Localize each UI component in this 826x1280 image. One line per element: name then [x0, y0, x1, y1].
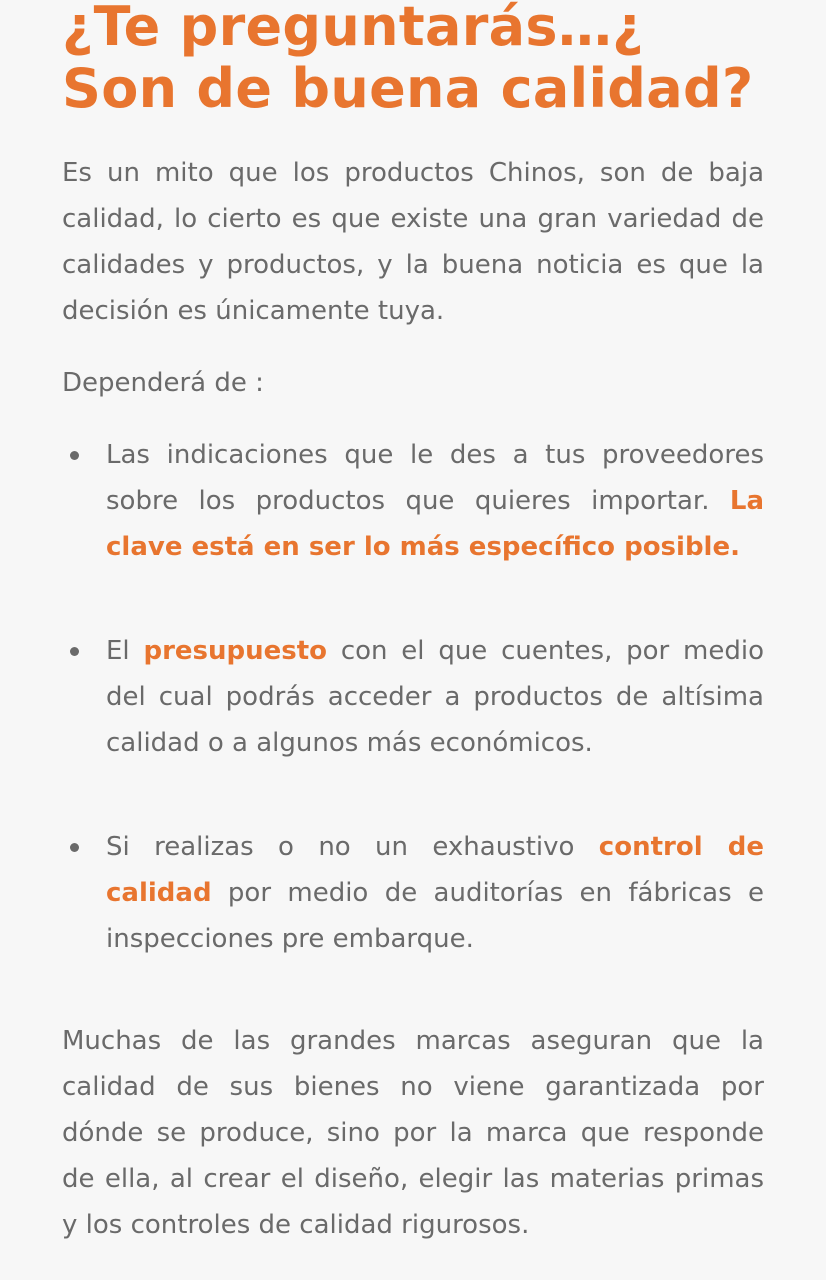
bullet-dot-icon — [70, 843, 79, 852]
list-item — [62, 628, 764, 766]
list-item-highlight: La clave está en ser lo más específico posible. — [106, 486, 764, 562]
list-item-highlight: control de calidad — [106, 832, 764, 908]
list-item-text-after: por medio de auditorías en fábricas e inspecciones pre embarque. — [106, 878, 764, 954]
list-item-text: El — [106, 636, 144, 666]
list-item-text: Las indicaciones que le des a tus proveedores sobre los productos que quieres importar. — [106, 440, 764, 516]
closing-paragraph: Muchas de las grandes marcas aseguran que la calidad de sus bienes no viene garantizada por dónde se produce, sino por la marca que responde de ella, al crear el diseño, elegir las materias primas y los controles de calidad rigurosos. — [62, 1026, 764, 1240]
list-item — [62, 824, 764, 962]
bullet-dot-icon — [70, 451, 79, 460]
list-item-text: Si realizas o no un exhaustivo — [106, 832, 599, 862]
list-item-text-after: con el que cuentes, por medio del cual podrás acceder a productos de altísima calidad o a algunos más económicos. — [106, 636, 764, 758]
factors-list — [62, 432, 764, 962]
bullet-dot-icon — [70, 647, 79, 656]
article-heading: ¿Te preguntarás…¿ Son de buena calidad? — [62, 0, 754, 120]
intro-paragraph: Es un mito que los productos Chinos, son de baja calidad, lo cierto es que existe una gran variedad de calidades y productos, y la buena noticia es que la decisión es únicamente tuya. — [62, 158, 764, 326]
depends-label: Dependerá de : — [62, 368, 264, 398]
list-item-highlight: presupuesto — [143, 636, 328, 666]
list-item — [62, 432, 764, 570]
